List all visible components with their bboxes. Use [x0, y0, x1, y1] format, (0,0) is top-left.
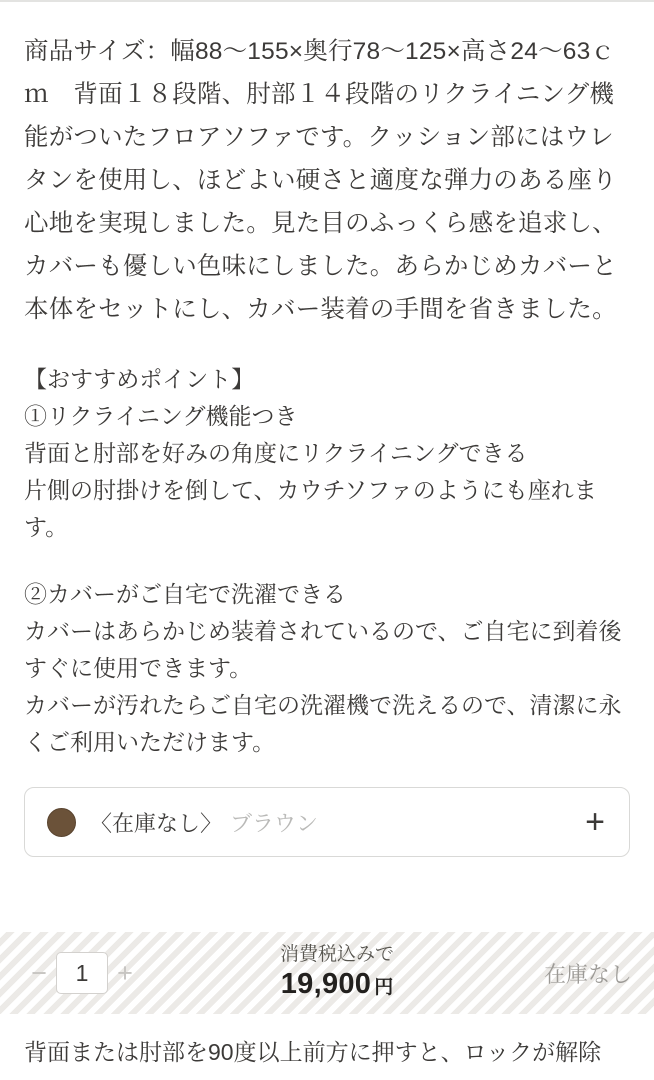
point-1-line-2: 片側の肘掛けを倒して、カウチソファのようにも座れます。 [24, 477, 597, 540]
point-2-title: ②カバーがご自宅で洗濯できる [24, 581, 346, 607]
variant-stock-note: 〈在庫なし〉 [90, 810, 223, 836]
product-description: 商品サイズ：幅88〜155×奥行78〜125×高さ24〜63ｃｍ 背面１８段階、肘部１４段階のリクライニング機能がついたフロアソファです。クッション部にはウレタンを使用し、ほどよい硬さと適度な弾力のある座り心地を実現しました。見た目のふっくら感を追求し、カバーも優しい色味にしました。あらかじめカバーと本体をセットにし、カバー装着の手間を省きました。 [24, 38, 617, 323]
variant-selector-row[interactable] [24, 787, 630, 857]
add-to-cart-bar [0, 932, 654, 1014]
point-2-line-1: カバーはあらかじめ装着されているので、ご自宅に到着後すぐに使用できます。 [24, 618, 622, 681]
quantity-input[interactable] [56, 952, 108, 994]
recommend-points-heading: 【おすすめポイント】 [24, 366, 255, 392]
price-block [130, 944, 544, 1001]
quantity-stepper[interactable] [22, 952, 142, 994]
price-currency-unit: 円 [374, 977, 394, 999]
stock-status-badge: 在庫なし [543, 961, 632, 987]
expand-plus-icon[interactable]: + [585, 803, 605, 841]
spacer [24, 546, 630, 576]
point-1-line-1: 背面と肘部を好みの角度にリクライニングできる [24, 440, 528, 466]
price-value: 19,900 [280, 968, 372, 1001]
tax-included-label: 消費税込みで [279, 944, 394, 966]
variant-color-label: ブラウン [230, 810, 319, 836]
quantity-increment-button[interactable]: + [117, 957, 133, 988]
footer-note: 背面または肘部を90度以上前方に押すと、ロックが解除 [24, 1039, 602, 1065]
color-swatch-icon [47, 808, 76, 837]
quantity-decrement-button[interactable]: − [31, 957, 47, 988]
point-1-title: ①リクライニング機能つき [24, 403, 298, 429]
spacer [24, 331, 630, 361]
top-divider [0, 0, 654, 2]
point-2-line-2: カバーが汚れたらご自宅の洗濯機で洗えるので、清潔に永くご利用いただけます。 [24, 692, 622, 755]
